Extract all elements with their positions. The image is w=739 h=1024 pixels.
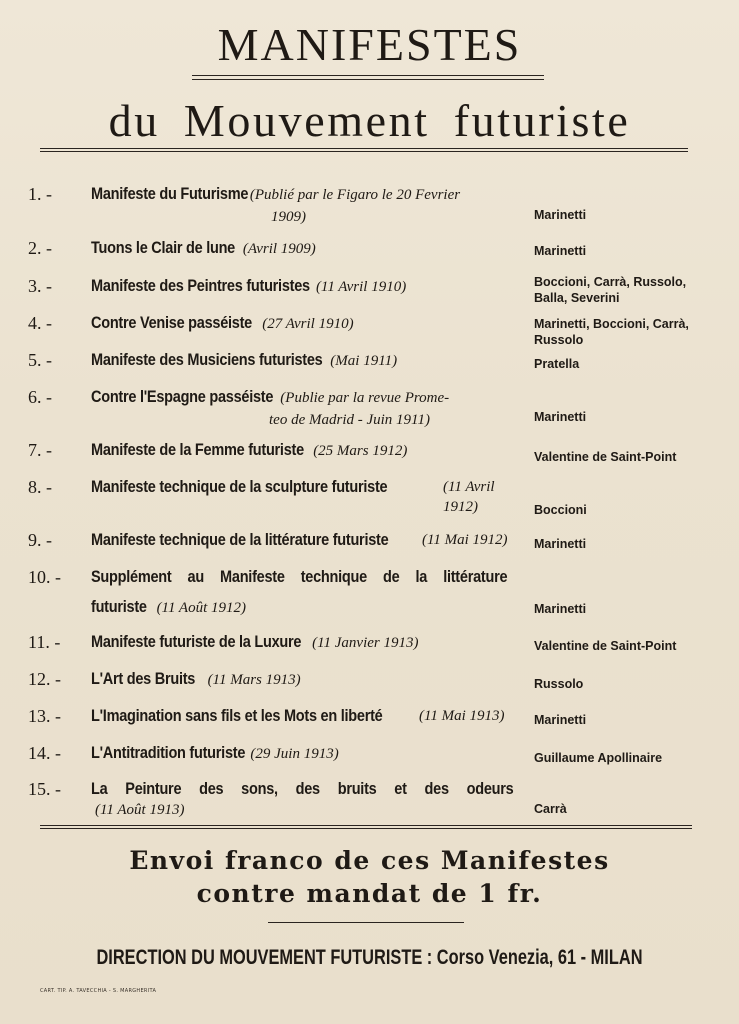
item-author: Marinetti xyxy=(534,410,587,424)
item-author: Valentine de Saint-Point xyxy=(534,450,677,464)
envoi-line-2: contre mandat de 1 fr. xyxy=(196,879,543,908)
title-divider xyxy=(192,75,544,80)
item-number: 15. - xyxy=(28,779,61,799)
item-date-cont: 1912) xyxy=(443,499,478,515)
item-date: (11 Avril 1910) xyxy=(315,279,407,295)
item-title: Tuons le Clair de lune xyxy=(91,239,235,257)
item-number: 14. - xyxy=(28,743,61,763)
item-title: Contre l'Espagne passéiste xyxy=(91,388,274,406)
item-date: (29 Juin 1913) xyxy=(250,746,339,762)
item-date: (11 Janvier 1913) xyxy=(312,635,419,651)
item-date-cont: teo de Madrid - Juin 1911) xyxy=(269,412,430,428)
item-date: (Publié par le Figaro le 20 Fevrier xyxy=(249,187,461,203)
item-date: (11 Mars 1913) xyxy=(207,672,301,688)
item-date: (11 Mai 1913) xyxy=(419,708,505,724)
item-title: Manifeste de la Femme futuriste xyxy=(91,441,304,459)
item-author: Boccioni, Carrà, Russolo, Balla, Severini xyxy=(534,275,687,305)
subtitle-divider xyxy=(40,148,688,152)
item-title: Manifeste des Peintres futuristes xyxy=(91,277,310,295)
item-number: 9. - xyxy=(28,530,52,550)
item-number: 1. - xyxy=(28,184,52,204)
item-author: Marinetti xyxy=(534,602,587,616)
item-number: 8. - xyxy=(28,477,52,497)
item-title: Manifeste technique de la sculpture futuriste xyxy=(91,478,388,496)
envoi-line-1: Envoi franco de ces Manifestes xyxy=(129,846,610,875)
item-author: Boccioni xyxy=(534,503,587,517)
item-number: 7. - xyxy=(28,440,52,460)
printer-credit: CART. TIP. A. TAVECCHIA - S. MARGHERITA xyxy=(40,988,157,994)
item-title: Supplément au Manifeste technique de la littérature xyxy=(91,568,508,586)
item-number: 2. - xyxy=(28,238,52,258)
item-author: Valentine de Saint-Point xyxy=(534,639,677,653)
footer-divider xyxy=(268,922,464,923)
item-date: (11 Avril xyxy=(443,479,495,495)
envoi-notice xyxy=(0,844,739,910)
item-number: 3. - xyxy=(28,276,52,296)
item-date: (Publie par la revue Prome- xyxy=(280,390,450,406)
item-date: (27 Avril 1910) xyxy=(262,316,354,332)
item-title: Contre Venise passéiste xyxy=(91,314,252,332)
item-date: (11 Août 1913) xyxy=(95,802,185,818)
item-author: Marinetti, Boccioni, Carrà, Russolo xyxy=(534,317,689,347)
item-number: 11. - xyxy=(28,632,61,652)
page-title: MANIFESTES xyxy=(217,19,522,70)
item-author: Marinetti xyxy=(534,208,587,222)
item-title: L'Antitradition futuriste xyxy=(91,744,246,762)
item-date-cont: 1909) xyxy=(271,209,306,225)
item-date: (Avril 1909) xyxy=(242,241,316,257)
item-number: 12. - xyxy=(28,669,61,689)
item-title: La Peinture des sons, des bruits et des odeurs xyxy=(91,780,514,798)
item-author: Marinetti xyxy=(534,713,587,727)
item-title: Manifeste technique de la littérature futuriste xyxy=(91,531,389,549)
item-date: (11 Août 1912) xyxy=(156,600,246,616)
item-title: L'Art des Bruits xyxy=(91,670,196,688)
item-author: Marinetti xyxy=(534,537,587,551)
item-number: 5. - xyxy=(28,350,52,370)
item-title: Manifeste futuriste de la Luxure xyxy=(91,633,302,651)
direction-address: DIRECTION DU MOUVEMENT FUTURISTE : Corso Venezia, 61 - MILAN xyxy=(96,946,643,969)
item-number: 6. - xyxy=(28,387,52,407)
item-date: (Mai 1911) xyxy=(330,353,398,369)
item-number: 13. - xyxy=(28,706,61,726)
item-author: Russolo xyxy=(534,677,584,691)
item-title: L'Imagination sans fils et les Mots en liberté xyxy=(91,707,383,725)
item-author: Marinetti xyxy=(534,244,587,258)
page-subtitle: du Mouvement futuriste xyxy=(108,95,631,146)
item-author: Carrà xyxy=(534,802,567,816)
item-author: Pratella xyxy=(534,357,580,371)
item-title-cont: futuriste xyxy=(91,598,147,616)
item-date: (11 Mai 1912) xyxy=(422,532,508,548)
item-title: Manifeste des Musiciens futuristes xyxy=(91,351,323,369)
item-number: 4. - xyxy=(28,313,52,333)
item-title: Manifeste du Futurisme xyxy=(91,185,249,203)
item-number: 10. - xyxy=(28,567,61,587)
item-date: (25 Mars 1912) xyxy=(313,443,408,459)
list-divider xyxy=(40,825,692,829)
item-author: Guillaume Apollinaire xyxy=(534,751,663,765)
